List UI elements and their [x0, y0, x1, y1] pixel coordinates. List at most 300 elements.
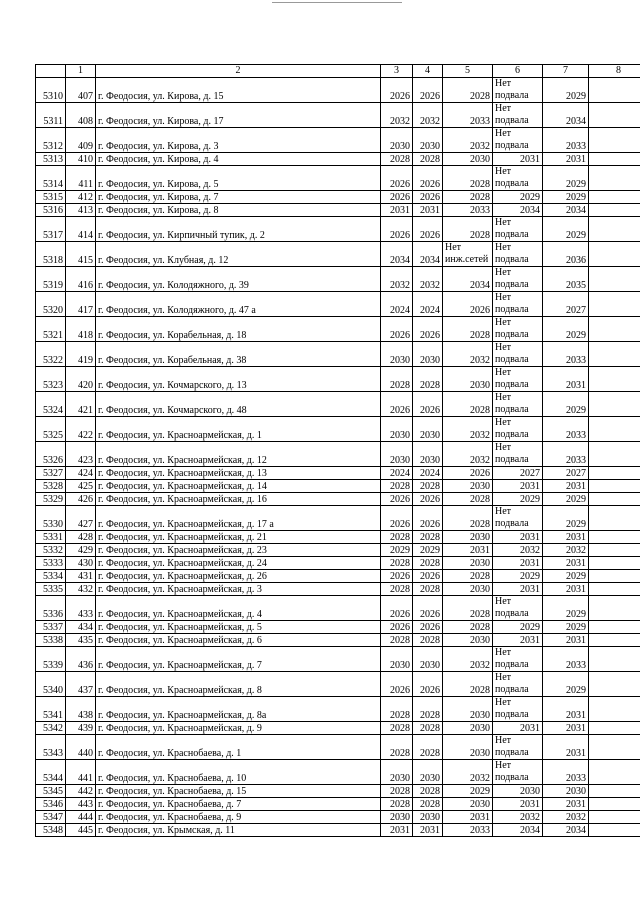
cell-col6: 2034 — [493, 824, 543, 837]
cell-col7: 2033 — [543, 442, 589, 467]
table-row — [36, 417, 640, 442]
cell-col3: 2028 — [381, 153, 413, 166]
table-row — [36, 697, 640, 722]
cell-col7: 2034 — [543, 204, 589, 217]
cell-col5: 2033 — [443, 103, 493, 128]
cell-row-index: 5312 — [36, 128, 66, 153]
cell-number: 436 — [66, 647, 96, 672]
cell-line: Нет — [495, 217, 512, 228]
cell-col7: 2033 — [543, 647, 589, 672]
cell-col5: 2032 — [443, 442, 493, 467]
table-row — [36, 204, 640, 217]
cell-number: 419 — [66, 342, 96, 367]
cell-row-index: 5313 — [36, 153, 66, 166]
cell-number: 431 — [66, 570, 96, 583]
cell-row-index: 5337 — [36, 621, 66, 634]
cell-col5: 2026 — [443, 292, 493, 317]
cell-col8 — [589, 583, 640, 596]
cell-col3: 2028 — [381, 531, 413, 544]
cell-col7: 2031 — [543, 722, 589, 735]
cell-col4: 2028 — [413, 735, 443, 760]
cell-line: Нет — [495, 672, 512, 683]
cell-col7: 2032 — [543, 811, 589, 824]
table-row — [36, 367, 640, 392]
cell-col5: 2030 — [443, 153, 493, 166]
cell-col7: 2034 — [543, 824, 589, 837]
cell-col3: 2028 — [381, 722, 413, 735]
cell-address: г. Феодосия, ул. Красноармейская, д. 8а — [96, 697, 381, 722]
cell-col6: 2031 — [493, 583, 543, 596]
cell-col3: 2026 — [381, 392, 413, 417]
cell-col7: 2032 — [543, 544, 589, 557]
table-row — [36, 544, 640, 557]
header-cell-2: 2 — [96, 65, 381, 78]
cell-address: г. Феодосия, ул. Краснобаева, д. 10 — [96, 760, 381, 785]
table-row — [36, 267, 640, 292]
cell-number: 428 — [66, 531, 96, 544]
cell-col7: 2031 — [543, 697, 589, 722]
cell-number: 408 — [66, 103, 96, 128]
cell-number: 414 — [66, 217, 96, 242]
cell-row-index: 5347 — [36, 811, 66, 824]
cell-col3: 2024 — [381, 467, 413, 480]
cell-col6: 2030 — [493, 785, 543, 798]
table-row — [36, 506, 640, 531]
cell-row-index: 5322 — [36, 342, 66, 367]
cell-col5: 2032 — [443, 647, 493, 672]
cell-address: г. Феодосия, ул. Краснобаева, д. 1 — [96, 735, 381, 760]
cell-col7: 2031 — [543, 583, 589, 596]
cell-col4: 2028 — [413, 583, 443, 596]
cell-col4: 2030 — [413, 128, 443, 153]
cell-col6 — [493, 292, 543, 317]
cell-col3: 2030 — [381, 128, 413, 153]
cell-col3: 2028 — [381, 634, 413, 647]
cell-col4: 2026 — [413, 672, 443, 697]
cell-col8 — [589, 467, 640, 480]
cell-col8 — [589, 317, 640, 342]
cell-col5: 2028 — [443, 78, 493, 103]
cell-address: г. Феодосия, ул. Кирова, д. 3 — [96, 128, 381, 153]
cell-col6 — [493, 317, 543, 342]
cell-col3: 2030 — [381, 342, 413, 367]
table-row — [36, 647, 640, 672]
cell-number: 423 — [66, 442, 96, 467]
cell-number: 425 — [66, 480, 96, 493]
cell-row-index: 5334 — [36, 570, 66, 583]
cell-col8 — [589, 596, 640, 621]
cell-col7: 2033 — [543, 760, 589, 785]
header-cell-7: 7 — [543, 65, 589, 78]
cell-row-index: 5330 — [36, 506, 66, 531]
cell-line: Нет — [495, 166, 512, 177]
cell-line: подвала — [495, 229, 529, 240]
cell-line: Нет — [495, 292, 512, 303]
cell-col7: 2029 — [543, 570, 589, 583]
cell-col5: 2034 — [443, 267, 493, 292]
cell-col7: 2031 — [543, 798, 589, 811]
cell-number: 420 — [66, 367, 96, 392]
cell-col5: 2029 — [443, 785, 493, 798]
cell-col7: 2035 — [543, 267, 589, 292]
table-row — [36, 392, 640, 417]
cell-col6 — [493, 697, 543, 722]
cell-col3: 2031 — [381, 824, 413, 837]
cell-line: подвала — [495, 404, 529, 415]
cell-row-index: 5310 — [36, 78, 66, 103]
cell-row-index: 5314 — [36, 166, 66, 191]
cell-col7: 2029 — [543, 493, 589, 506]
cell-row-index: 5340 — [36, 672, 66, 697]
header-cell-8: 8 — [589, 65, 640, 78]
cell-col4: 2026 — [413, 166, 443, 191]
top-rule — [272, 2, 402, 3]
cell-col4: 2028 — [413, 634, 443, 647]
cell-number: 417 — [66, 292, 96, 317]
table-row — [36, 103, 640, 128]
cell-address: г. Феодосия, ул. Корабельная, д. 38 — [96, 342, 381, 367]
cell-line: подвала — [495, 518, 529, 529]
cell-col8 — [589, 760, 640, 785]
cell-address: г. Феодосия, ул. Колодяжного, д. 39 — [96, 267, 381, 292]
cell-col4: 2032 — [413, 267, 443, 292]
cell-col5: 2028 — [443, 672, 493, 697]
cell-col6 — [493, 506, 543, 531]
cell-col6 — [493, 128, 543, 153]
table-row — [36, 735, 640, 760]
cell-col5: 2030 — [443, 367, 493, 392]
cell-col7: 2027 — [543, 467, 589, 480]
cell-number: 410 — [66, 153, 96, 166]
cell-line: подвала — [495, 140, 529, 151]
cell-row-index: 5348 — [36, 824, 66, 837]
cell-col3: 2026 — [381, 621, 413, 634]
table-row — [36, 557, 640, 570]
table-row — [36, 672, 640, 697]
cell-col8 — [589, 128, 640, 153]
cell-col8 — [589, 480, 640, 493]
cell-row-index: 5315 — [36, 191, 66, 204]
cell-col3: 2024 — [381, 292, 413, 317]
cell-address: г. Феодосия, ул. Кочмарского, д. 13 — [96, 367, 381, 392]
cell-address: г. Феодосия, ул. Красноармейская, д. 16 — [96, 493, 381, 506]
cell-col6 — [493, 166, 543, 191]
table-row — [36, 583, 640, 596]
cell-line: подвала — [495, 608, 529, 619]
cell-col8 — [589, 506, 640, 531]
cell-number: 413 — [66, 204, 96, 217]
cell-col8 — [589, 392, 640, 417]
cell-col7: 2027 — [543, 292, 589, 317]
cell-line: Нет — [495, 506, 512, 517]
cell-address: г. Феодосия, ул. Красноармейская, д. 23 — [96, 544, 381, 557]
cell-col5: 2030 — [443, 480, 493, 493]
cell-col8 — [589, 647, 640, 672]
cell-col7: 2029 — [543, 506, 589, 531]
cell-number: 430 — [66, 557, 96, 570]
cell-row-index: 5320 — [36, 292, 66, 317]
cell-number: 418 — [66, 317, 96, 342]
cell-col3: 2028 — [381, 583, 413, 596]
cell-col8 — [589, 493, 640, 506]
cell-col5: 2028 — [443, 596, 493, 621]
cell-col8 — [589, 417, 640, 442]
cell-number: 438 — [66, 697, 96, 722]
cell-number: 411 — [66, 166, 96, 191]
cell-col8 — [589, 166, 640, 191]
cell-col8 — [589, 570, 640, 583]
header-cell-1: 1 — [66, 65, 96, 78]
cell-col6 — [493, 103, 543, 128]
table-row — [36, 128, 640, 153]
cell-col4: 2026 — [413, 217, 443, 242]
cell-col7: 2031 — [543, 153, 589, 166]
cell-col6 — [493, 647, 543, 672]
cell-row-index: 5324 — [36, 392, 66, 417]
cell-line: Нет — [495, 697, 512, 708]
cell-number: 445 — [66, 824, 96, 837]
header-cell-5: 5 — [443, 65, 493, 78]
cell-line: Нет — [495, 128, 512, 139]
cell-number: 412 — [66, 191, 96, 204]
cell-col3: 2030 — [381, 647, 413, 672]
cell-col3: 2026 — [381, 166, 413, 191]
cell-col4: 2026 — [413, 392, 443, 417]
cell-number: 444 — [66, 811, 96, 824]
cell-col3: 2030 — [381, 811, 413, 824]
cell-col6: 2029 — [493, 191, 543, 204]
table-row — [36, 596, 640, 621]
cell-address: г. Феодосия, ул. Корабельная, д. 18 — [96, 317, 381, 342]
cell-col4: 2024 — [413, 292, 443, 317]
cell-number: 441 — [66, 760, 96, 785]
cell-col4: 2028 — [413, 153, 443, 166]
cell-col3: 2028 — [381, 798, 413, 811]
cell-col5: 2028 — [443, 166, 493, 191]
cell-line: Нет — [495, 735, 512, 746]
cell-col3: 2026 — [381, 317, 413, 342]
cell-col6 — [493, 267, 543, 292]
cell-col6 — [493, 735, 543, 760]
cell-col5: 2030 — [443, 798, 493, 811]
cell-line: Нет — [495, 647, 512, 658]
cell-col8 — [589, 217, 640, 242]
cell-address: г. Феодосия, ул. Кирпичный тупик, д. 2 — [96, 217, 381, 242]
cell-row-index: 5319 — [36, 267, 66, 292]
cell-number: 424 — [66, 467, 96, 480]
cell-col6: 2031 — [493, 634, 543, 647]
cell-col4: 2028 — [413, 722, 443, 735]
cell-col5: 2032 — [443, 128, 493, 153]
cell-line: Нет — [495, 103, 512, 114]
cell-col4: 2026 — [413, 621, 443, 634]
cell-number: 415 — [66, 242, 96, 267]
cell-address: г. Феодосия, ул. Красноармейская, д. 26 — [96, 570, 381, 583]
cell-col5: 2030 — [443, 557, 493, 570]
table-row — [36, 217, 640, 242]
cell-address: г. Феодосия, ул. Красноармейская, д. 1 — [96, 417, 381, 442]
cell-row-index: 5321 — [36, 317, 66, 342]
cell-address: г. Феодосия, ул. Красноармейская, д. 13 — [96, 467, 381, 480]
cell-col6 — [493, 242, 543, 267]
cell-col4: 2030 — [413, 760, 443, 785]
table-row — [36, 242, 640, 267]
cell-col6: 2034 — [493, 204, 543, 217]
table-row — [36, 442, 640, 467]
cell-col3: 2028 — [381, 480, 413, 493]
cell-col4: 2031 — [413, 824, 443, 837]
cell-col5: 2030 — [443, 722, 493, 735]
cell-col8 — [589, 103, 640, 128]
cell-col5: 2028 — [443, 506, 493, 531]
cell-col3: 2026 — [381, 191, 413, 204]
table-row — [36, 760, 640, 785]
cell-col5: 2028 — [443, 621, 493, 634]
table-row — [36, 634, 640, 647]
cell-col8 — [589, 267, 640, 292]
table-row — [36, 78, 640, 103]
cell-line: подвала — [495, 747, 529, 758]
cell-address: г. Феодосия, ул. Краснобаева, д. 9 — [96, 811, 381, 824]
cell-line: подвала — [495, 454, 529, 465]
cell-col7: 2029 — [543, 78, 589, 103]
cell-col8 — [589, 824, 640, 837]
cell-col5: 2033 — [443, 824, 493, 837]
table-row — [36, 824, 640, 837]
cell-col8 — [589, 621, 640, 634]
cell-row-index: 5344 — [36, 760, 66, 785]
cell-row-index: 5336 — [36, 596, 66, 621]
cell-address: г. Феодосия, ул. Кирова, д. 15 — [96, 78, 381, 103]
cell-col8 — [589, 292, 640, 317]
cell-col3: 2026 — [381, 78, 413, 103]
cell-row-index: 5332 — [36, 544, 66, 557]
cell-number: 416 — [66, 267, 96, 292]
cell-number: 429 — [66, 544, 96, 557]
table-row — [36, 166, 640, 191]
cell-col3: 2028 — [381, 557, 413, 570]
cell-address: г. Феодосия, ул. Клубная, д. 12 — [96, 242, 381, 267]
header-cell-3: 3 — [381, 65, 413, 78]
cell-line: подвала — [495, 329, 529, 340]
cell-col7: 2036 — [543, 242, 589, 267]
table-row — [36, 785, 640, 798]
cell-col4: 2034 — [413, 242, 443, 267]
cell-col5: 2031 — [443, 811, 493, 824]
cell-col7: 2033 — [543, 128, 589, 153]
cell-number: 440 — [66, 735, 96, 760]
cell-col3: 2032 — [381, 103, 413, 128]
cell-col4: 2030 — [413, 342, 443, 367]
cell-row-index: 5338 — [36, 634, 66, 647]
cell-col5: 2030 — [443, 583, 493, 596]
cell-col6 — [493, 342, 543, 367]
cell-row-index: 5317 — [36, 217, 66, 242]
table-row — [36, 570, 640, 583]
cell-col4: 2028 — [413, 480, 443, 493]
cell-col6: 2031 — [493, 153, 543, 166]
cell-address: г. Феодосия, ул. Красноармейская, д. 9 — [96, 722, 381, 735]
cell-col6: 2031 — [493, 531, 543, 544]
cell-col3: 2034 — [381, 242, 413, 267]
cell-col4: 2030 — [413, 811, 443, 824]
cell-row-index: 5345 — [36, 785, 66, 798]
cell-line: подвала — [495, 304, 529, 315]
cell-address: г. Феодосия, ул. Кирова, д. 7 — [96, 191, 381, 204]
table-row — [36, 531, 640, 544]
cell-col5: 2030 — [443, 634, 493, 647]
cell-col5: 2032 — [443, 417, 493, 442]
cell-col3: 2026 — [381, 506, 413, 531]
table-row — [36, 467, 640, 480]
header-cell-4: 4 — [413, 65, 443, 78]
cell-col8 — [589, 557, 640, 570]
cell-col8 — [589, 544, 640, 557]
cell-col8 — [589, 78, 640, 103]
cell-address: г. Феодосия, ул. Красноармейская, д. 17 а — [96, 506, 381, 531]
cell-row-index: 5327 — [36, 467, 66, 480]
cell-line: Нет — [495, 367, 512, 378]
cell-line: подвала — [495, 709, 529, 720]
cell-col3: 2028 — [381, 735, 413, 760]
cell-col6 — [493, 760, 543, 785]
cell-col3: 2028 — [381, 785, 413, 798]
cell-col6 — [493, 392, 543, 417]
cell-number: 427 — [66, 506, 96, 531]
cell-col8 — [589, 634, 640, 647]
cell-col8 — [589, 442, 640, 467]
table-row — [36, 811, 640, 824]
cell-col4: 2026 — [413, 570, 443, 583]
cell-col4: 2031 — [413, 204, 443, 217]
cell-row-index: 5316 — [36, 204, 66, 217]
cell-col4: 2030 — [413, 417, 443, 442]
cell-col7: 2031 — [543, 531, 589, 544]
cell-col6 — [493, 672, 543, 697]
cell-line: подвала — [495, 684, 529, 695]
cell-col4: 2028 — [413, 697, 443, 722]
cell-address: г. Феодосия, ул. Краснобаева, д. 7 — [96, 798, 381, 811]
cell-line: Нет — [495, 417, 512, 428]
cell-row-index: 5341 — [36, 697, 66, 722]
cell-line: Нет — [495, 317, 512, 328]
header-cell-6: 6 — [493, 65, 543, 78]
cell-number: 426 — [66, 493, 96, 506]
cell-row-index: 5329 — [36, 493, 66, 506]
cell-address: г. Феодосия, ул. Красноармейская, д. 6 — [96, 634, 381, 647]
cell-col3: 2026 — [381, 596, 413, 621]
cell-number: 407 — [66, 78, 96, 103]
cell-address: г. Феодосия, ул. Кочмарского, д. 48 — [96, 392, 381, 417]
cell-line: подвала — [495, 90, 529, 101]
cell-col6: 2031 — [493, 480, 543, 493]
cell-col4: 2030 — [413, 647, 443, 672]
cell-address: г. Феодосия, ул. Кирова, д. 17 — [96, 103, 381, 128]
table-row — [36, 317, 640, 342]
cell-col7: 2029 — [543, 672, 589, 697]
cell-col3: 2030 — [381, 760, 413, 785]
cell-col7: 2029 — [543, 392, 589, 417]
cell-number: 435 — [66, 634, 96, 647]
cell-row-index: 5328 — [36, 480, 66, 493]
table-row — [36, 292, 640, 317]
table-row — [36, 480, 640, 493]
cell-col5: 2032 — [443, 760, 493, 785]
cell-col7: 2029 — [543, 317, 589, 342]
cell-col8 — [589, 367, 640, 392]
cell-col4: 2026 — [413, 506, 443, 531]
cell-line: Нет — [495, 442, 512, 453]
